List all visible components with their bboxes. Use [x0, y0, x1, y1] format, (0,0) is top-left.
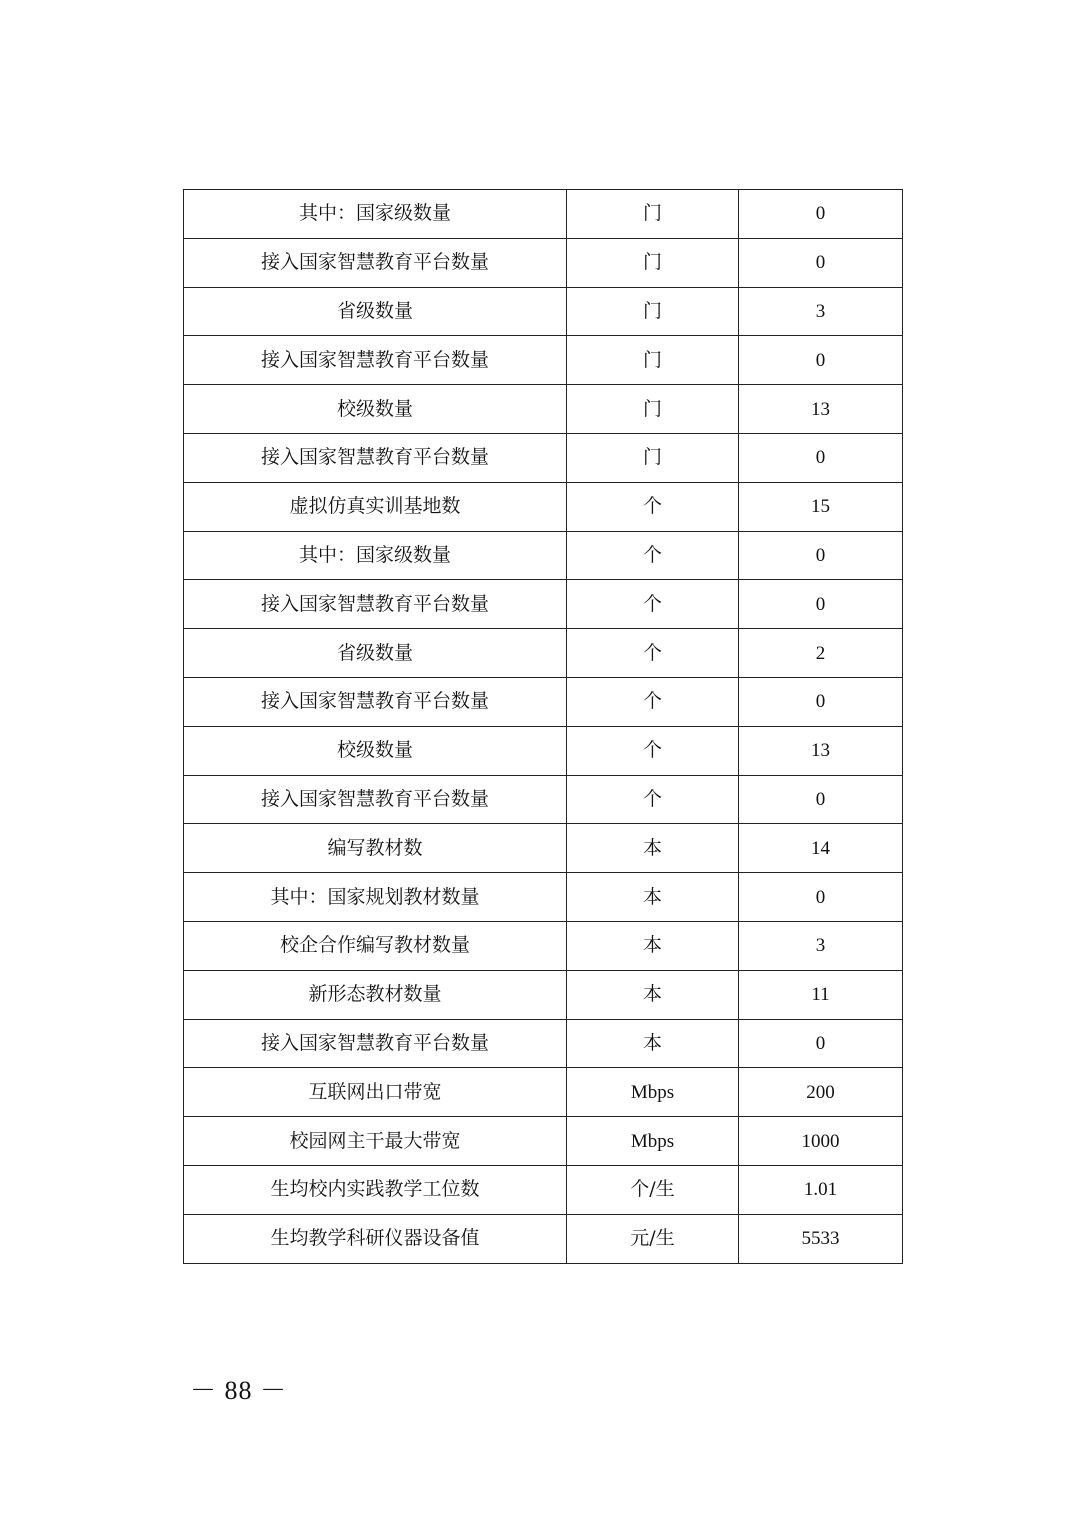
table-row	[184, 775, 903, 824]
value-cell: 3	[739, 921, 903, 970]
unit-cell: 本	[567, 1019, 739, 1068]
statistics-table	[183, 189, 903, 1264]
value-cell: 0	[739, 1019, 903, 1068]
unit-cell: 门	[567, 336, 739, 385]
unit-cell: 个	[567, 726, 739, 775]
indicator-name-cell: 新形态教材数量	[184, 970, 567, 1019]
value-cell: 5533	[739, 1214, 903, 1263]
indicator-name-cell: 省级数量	[184, 629, 567, 678]
unit-cell: Mbps	[567, 1068, 739, 1117]
table-row	[184, 970, 903, 1019]
indicator-name-cell: 省级数量	[184, 287, 567, 336]
unit-cell: 门	[567, 385, 739, 434]
table-row	[184, 580, 903, 629]
unit-cell: 个	[567, 775, 739, 824]
table-row	[184, 336, 903, 385]
indicator-name-cell: 接入国家智慧教育平台数量	[184, 1019, 567, 1068]
indicator-name-cell: 接入国家智慧教育平台数量	[184, 775, 567, 824]
table-row	[184, 190, 903, 239]
indicator-name-cell: 接入国家智慧教育平台数量	[184, 336, 567, 385]
indicator-name-cell: 接入国家智慧教育平台数量	[184, 238, 567, 287]
value-cell: 0	[739, 580, 903, 629]
table-row	[184, 287, 903, 336]
value-cell: 200	[739, 1068, 903, 1117]
table-row	[184, 1117, 903, 1166]
unit-cell: 本	[567, 824, 739, 873]
value-cell: 0	[739, 873, 903, 922]
value-cell: 3	[739, 287, 903, 336]
table-row	[184, 385, 903, 434]
value-cell: 0	[739, 433, 903, 482]
table-row	[184, 433, 903, 482]
unit-cell: 个	[567, 677, 739, 726]
value-cell: 13	[739, 385, 903, 434]
value-cell: 0	[739, 531, 903, 580]
value-cell: 2	[739, 629, 903, 678]
indicator-name-cell: 校级数量	[184, 726, 567, 775]
unit-cell: 个	[567, 482, 739, 531]
table-row	[184, 824, 903, 873]
unit-cell: 门	[567, 287, 739, 336]
value-cell: 0	[739, 190, 903, 239]
indicator-name-cell: 接入国家智慧教育平台数量	[184, 433, 567, 482]
table-row	[184, 1068, 903, 1117]
table-row	[184, 1214, 903, 1263]
indicator-name-cell: 互联网出口带宽	[184, 1068, 567, 1117]
unit-cell: 门	[567, 190, 739, 239]
unit-cell: 本	[567, 921, 739, 970]
value-cell: 11	[739, 970, 903, 1019]
value-cell: 0	[739, 775, 903, 824]
table-row	[184, 1165, 903, 1214]
indicator-name-cell: 其中：国家级数量	[184, 190, 567, 239]
table-row	[184, 238, 903, 287]
unit-cell: 门	[567, 238, 739, 287]
unit-cell: 本	[567, 873, 739, 922]
indicator-name-cell: 接入国家智慧教育平台数量	[184, 580, 567, 629]
value-cell: 13	[739, 726, 903, 775]
table-row	[184, 629, 903, 678]
value-cell: 15	[739, 482, 903, 531]
indicator-name-cell: 其中：国家规划教材数量	[184, 873, 567, 922]
table-row	[184, 677, 903, 726]
value-cell: 0	[739, 336, 903, 385]
table-row	[184, 921, 903, 970]
value-cell: 0	[739, 677, 903, 726]
unit-cell: 门	[567, 433, 739, 482]
table-row	[184, 726, 903, 775]
statistics-table-body	[184, 190, 903, 1264]
page-number: － 88 －	[190, 1376, 288, 1405]
indicator-name-cell: 校级数量	[184, 385, 567, 434]
unit-cell: Mbps	[567, 1117, 739, 1166]
table-row	[184, 1019, 903, 1068]
unit-cell: 元/生	[567, 1214, 739, 1263]
table-row	[184, 873, 903, 922]
indicator-name-cell: 生均教学科研仪器设备值	[184, 1214, 567, 1263]
table-row	[184, 482, 903, 531]
value-cell: 0	[739, 238, 903, 287]
indicator-name-cell: 校企合作编写教材数量	[184, 921, 567, 970]
indicator-name-cell: 其中：国家级数量	[184, 531, 567, 580]
unit-cell: 个	[567, 531, 739, 580]
table-row	[184, 531, 903, 580]
indicator-name-cell: 虚拟仿真实训基地数	[184, 482, 567, 531]
indicator-name-cell: 校园网主干最大带宽	[184, 1117, 567, 1166]
indicator-name-cell: 生均校内实践教学工位数	[184, 1165, 567, 1214]
value-cell: 14	[739, 824, 903, 873]
value-cell: 1000	[739, 1117, 903, 1166]
indicator-name-cell: 接入国家智慧教育平台数量	[184, 677, 567, 726]
unit-cell: 个/生	[567, 1165, 739, 1214]
value-cell: 1.01	[739, 1165, 903, 1214]
unit-cell: 个	[567, 629, 739, 678]
unit-cell: 个	[567, 580, 739, 629]
indicator-name-cell: 编写教材数	[184, 824, 567, 873]
unit-cell: 本	[567, 970, 739, 1019]
